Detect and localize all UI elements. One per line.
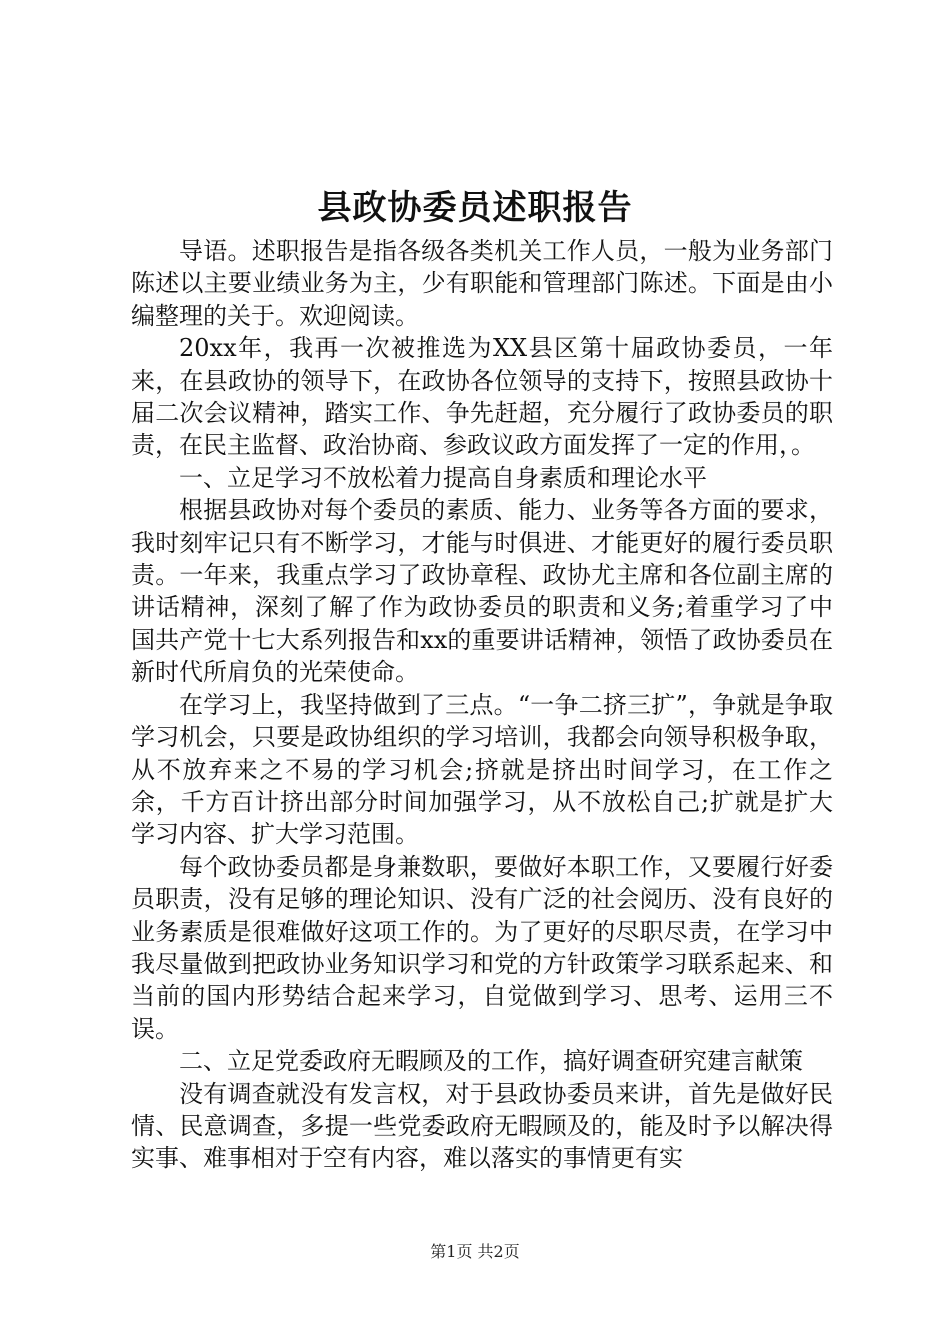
paragraph-study: 根据县政协对每个委员的素质、能力、业务等各方面的要求，我时刻牢记只有不断学习，才能与时俱进、才能更好的履行委员职责。一年来，我重点学习了政协章程、政协尤主席和各位副主席的讲话精神，深刻了解了作为政协委员的职责和义务;着重学习了中国共产党十七大系列报告和xx的重要讲话精神，领悟了政协委员在新时代所肩负的光荣使命。 xyxy=(131,496,833,687)
section-heading-2: 二、立足党委政府无暇顾及的工作，搞好调查研究建言献策 xyxy=(179,1047,803,1076)
paragraph-overview: 20xx年，我再一次被推选为XX县区第十届政协委员，一年来，在县政协的领导下，在政协各位领导的支持下，按照县政协十届二次会议精神，踏实工作、争先赶超，充分履行了政协委员的职责，在民主监督、政治协商、参政议政方面发挥了一定的作用，。 xyxy=(131,334,833,460)
paragraph-intro: 导语。述职报告是指各级各类机关工作人员，一般为业务部门陈述以主要业绩业务为主，少有职能和管理部门陈述。下面是由小编整理的关于。欢迎阅读。 xyxy=(131,237,833,330)
paragraph-three-points: 在学习上，我坚持做到了三点。“一争二挤三扩”，争就是争取学习机会，只要是政协组织的学习培训，我都会向领导积极争取，从不放弃来之不易的学习机会;挤就是挤出时间学习，在工作之余，千方百计挤出部分时间加强学习，从不放松自己;扩就是扩大学习内容、扩大学习范围。 xyxy=(131,690,833,849)
paragraph-research: 没有调查就没有发言权，对于县政协委员来讲，首先是做好民情、民意调查，多提一些党委政府无暇顾及的，能及时予以解决得实事、难事相对于空有内容，难以落实的事情更有实 xyxy=(131,1079,833,1173)
document-body xyxy=(131,235,833,1175)
page-indicator: 第1页 共2页 xyxy=(430,1242,520,1261)
document-title: 县政协委员述职报告 xyxy=(317,188,633,228)
paragraph-duties: 每个政协委员都是身兼数职，要做好本职工作，又要履行好委员职责，没有足够的理论知识、没有广泛的社会阅历、没有良好的业务素质是很难做好这项工作的。为了更好的尽职尽责，在学习中我尽量做到把政协业务知识学习和党的方针政策学习联系起来、和当前的国内形势结合起来学习，自觉做到学习、思考、运用三不误。 xyxy=(131,852,833,1043)
section-heading-1: 一、立足学习不放松着力提高自身素质和理论水平 xyxy=(179,463,707,492)
